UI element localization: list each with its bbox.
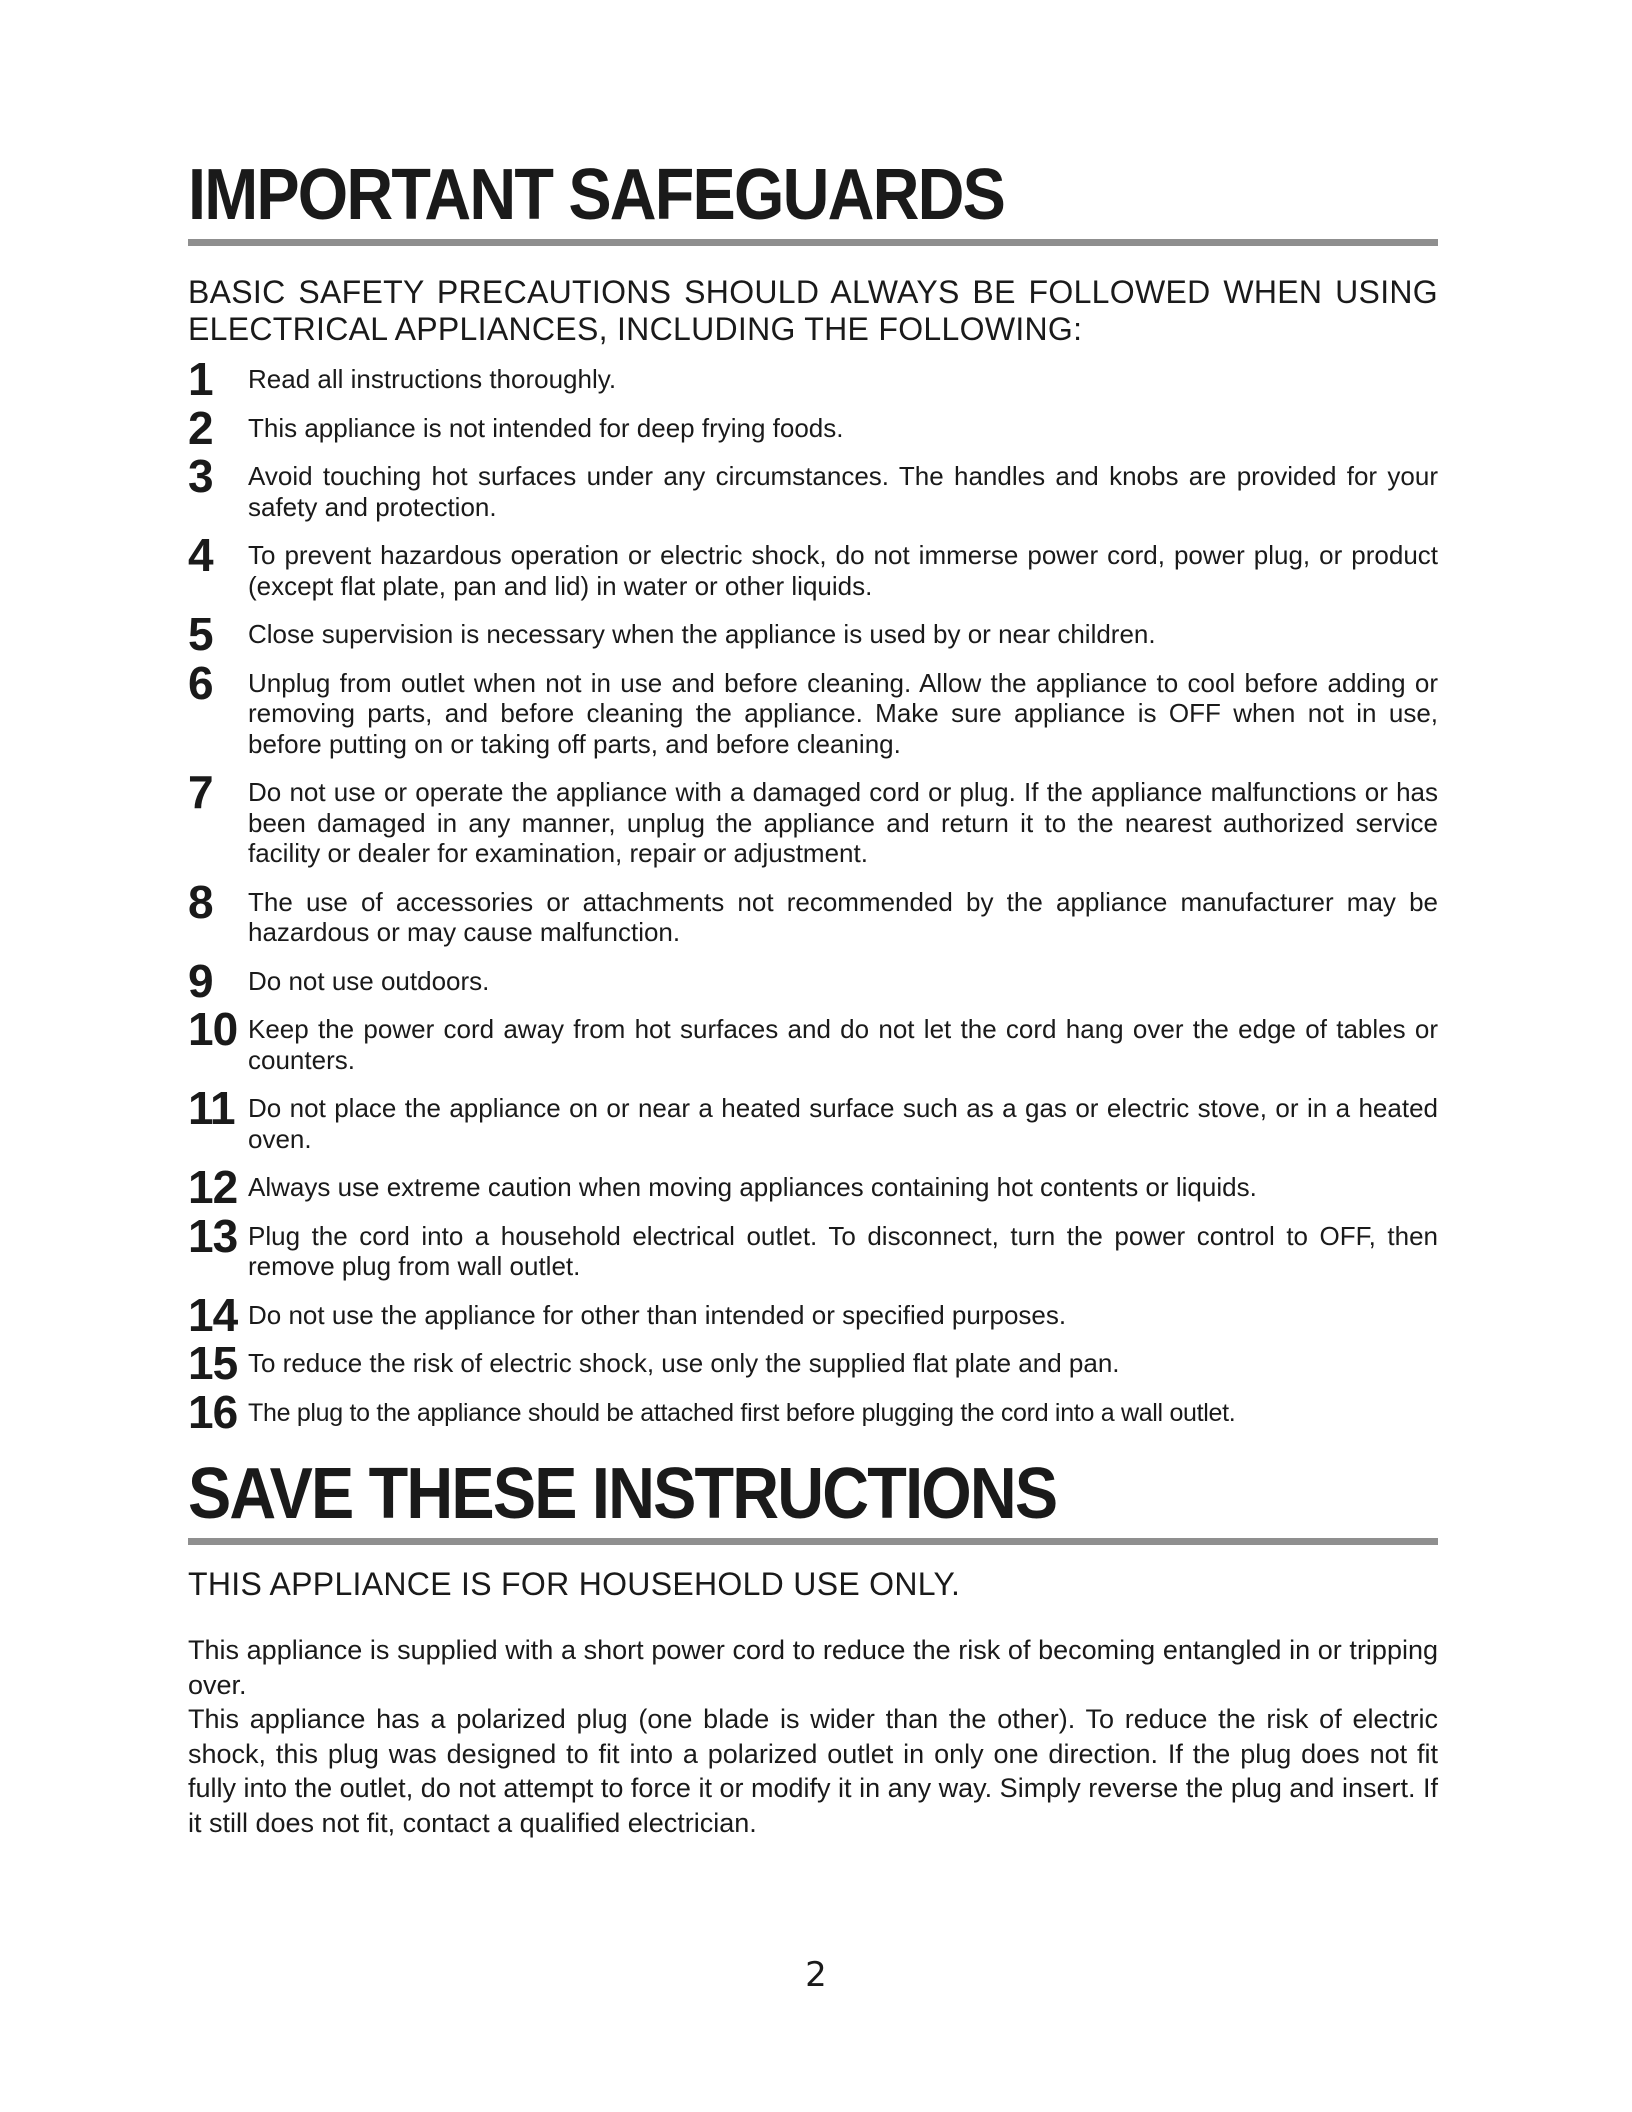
document-page [188,155,1438,1840]
household-use-note: THIS APPLIANCE IS FOR HOUSEHOLD USE ONLY. [188,1566,961,1602]
list-item [188,1082,1438,1154]
item-text: Plug the cord into a household electrical outlet. To disconnect, turn the power control to OFF, then remove plug from wall outlet. [248,1220,1438,1281]
page-title: IMPORTANT SAFEGUARDS [188,155,1004,235]
item-text: Do not use or operate the appliance with a damaged cord or plug. If the appliance malfunctions or has been damaged in any manner, unplug the appliance and return it to the nearest authorized service facility or dealer for examination, repair or adjustment. [248,777,1438,868]
item-text: Unplug from outlet when not in use and before cleaning. Allow the appliance to cool before adding or removing parts, and before cleaning the appliance. Make sure appliance is OFF when not in use, before putting on or taking off parts, and before cleaning. [248,667,1438,759]
item-number: 4 [188,529,213,581]
item-text: Always use extreme caution when moving appliances containing hot contents or liquids. [248,1172,1257,1202]
item-text: Keep the power cord away from hot surfaces and do not let the cord hang over the edge of tables or counters. [248,1014,1438,1075]
item-number: 6 [188,656,213,709]
section-divider [188,1538,1438,1545]
item-number: 16 [188,1385,238,1438]
list-item [188,529,1438,601]
item-number: 14 [188,1288,238,1341]
item-number: 7 [188,766,213,818]
list-item [188,450,1438,522]
save-instructions-heading: SAVE THESE INSTRUCTIONS [188,1454,1057,1534]
polarized-plug-paragraph: This appliance has a polarized plug (one blade is wider than the other). To reduce the risk of electric shock, this plug was designed to fit into a polarized outlet in only one direction. If the plug does not fit fully into the outlet, do not attempt to force it or modify it in any way. Simply reverse the plug and insert. If it still does not fit, contact a qualified electrician. [188,1704,1438,1838]
item-number: 13 [188,1209,238,1262]
item-text: The plug to the appliance should be attached first before plugging the cord into a wall outlet. [248,1398,1236,1427]
item-number: 8 [188,875,213,928]
list-item [188,1337,1438,1389]
item-number: 5 [188,608,213,660]
item-number: 11 [188,1082,235,1134]
item-number: 2 [188,401,213,454]
list-item [188,1003,1438,1075]
list-item [188,608,1438,660]
list-item [188,1288,1438,1341]
item-text: Close supervision is necessary when the appliance is used by or near children. [248,619,1156,649]
item-text: This appliance is not intended for deep frying foods. [248,412,844,443]
list-item [188,1161,1438,1213]
item-text: The use of accessories or attachments not recommended by the appliance manufacturer may be hazardous or may cause malfunction. [248,886,1438,947]
list-item [188,656,1438,760]
item-number: 12 [188,1161,238,1213]
list-item [188,1209,1438,1282]
list-item [188,954,1438,1007]
safeguards-list [188,353,1438,1438]
list-item [188,766,1438,869]
intro-text: BASIC SAFETY PRECAUTIONS SHOULD ALWAYS BE FOLLOWED WHEN USING ELECTRICAL APPLIANCES, INCLUDING THE FOLLOWING: [188,274,1438,347]
item-text: To reduce the risk of electric shock, use only the supplied flat plate and pan. [248,1348,1120,1378]
item-number: 1 [188,353,213,405]
cord-and-plug-info [188,1633,1438,1840]
short-cord-paragraph: This appliance is supplied with a short power cord to reduce the risk of becoming entangled in or tripping over. [188,1635,1438,1700]
list-item [188,353,1438,405]
item-number: 10 [188,1003,238,1055]
list-item [188,1385,1438,1438]
item-text: Do not use outdoors. [248,965,490,996]
item-text: To prevent hazardous operation or electric shock, do not immerse power cord, power plug, or product (except flat plate, pan and lid) in water or other liquids. [248,540,1438,601]
list-item [188,401,1438,454]
item-number: 15 [188,1337,238,1389]
item-text: Do not use the appliance for other than intended or specified purposes. [248,1299,1067,1330]
list-item [188,875,1438,948]
heading-divider [188,239,1438,246]
item-text: Read all instructions thoroughly. [248,364,617,394]
page-number: 2 [805,1955,827,1995]
item-text: Avoid touching hot surfaces under any circumstances. The handles and knobs are provided for your safety and protection. [248,461,1438,522]
item-number: 9 [188,954,213,1007]
item-number: 3 [188,450,213,502]
item-text: Do not place the appliance on or near a heated surface such as a gas or electric stove, or in a heated oven. [248,1093,1438,1154]
